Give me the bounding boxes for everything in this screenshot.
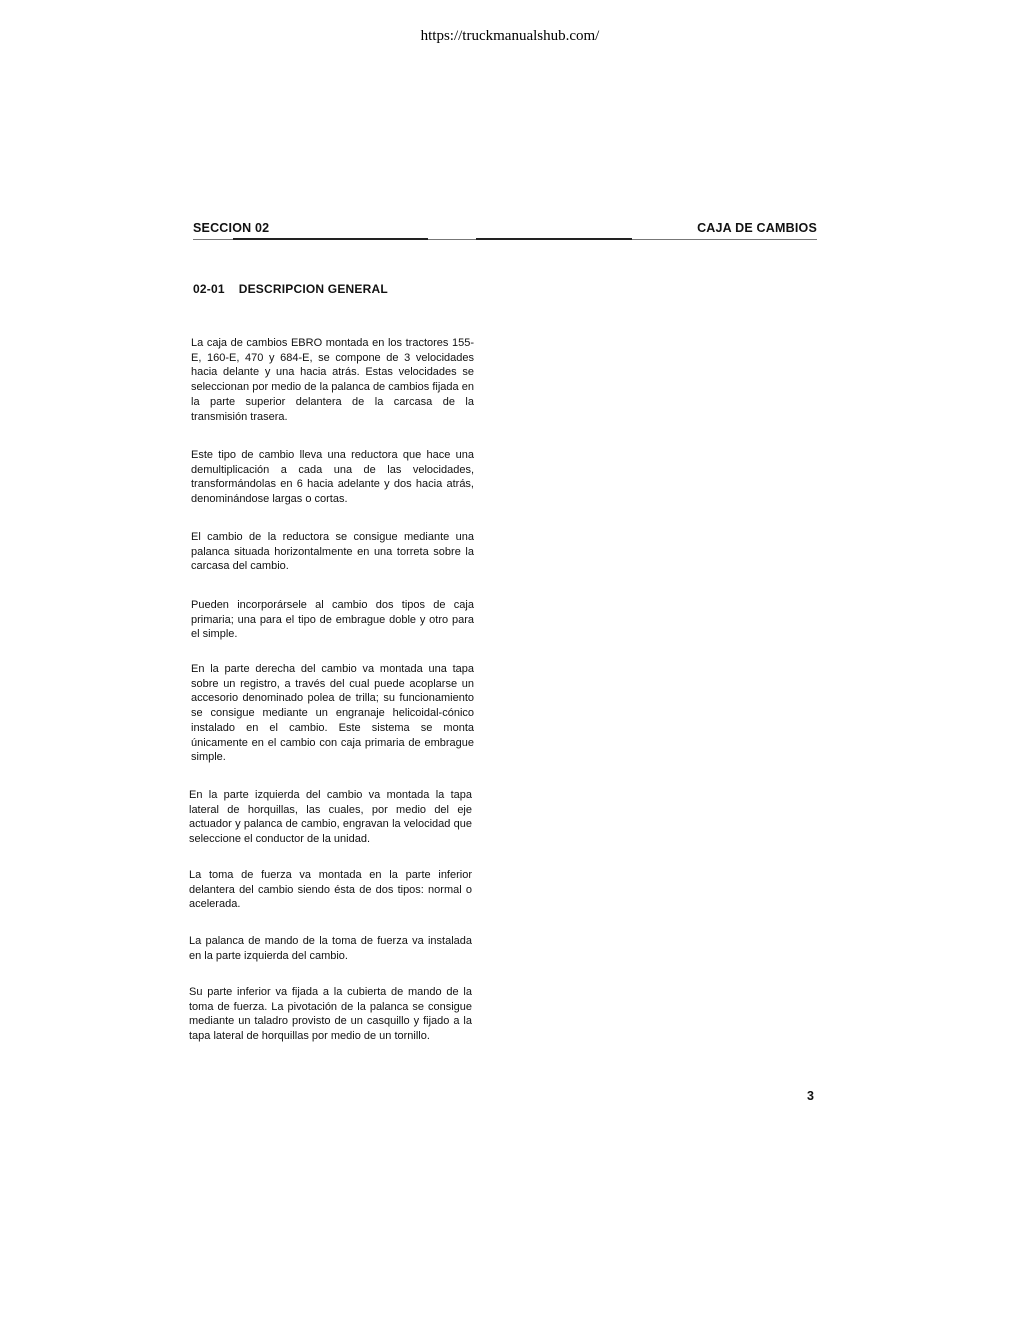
paragraph-6: En la parte izquierda del cambio va montada la tapa lateral de horquillas, las cuales, por medio del eje actuador y palanca de cambio, engravan la velocidad que seleccione el conductor de la unidad. [189, 789, 472, 846]
paragraph-8: La palanca de mando de la toma de fuerza va instalada en la parte izquierda del cambio. [189, 935, 472, 962]
page-number: 3 [807, 1089, 814, 1103]
header-rule-left-thick [233, 238, 428, 240]
paragraph-7: La toma de fuerza va montada en la parte inferior delantera del cambio siendo ésta de dos tipos: normal o acelerada. [189, 869, 472, 911]
paragraph-5: En la parte derecha del cambio va montada una tapa sobre un registro, a través del cual puede acoplarse un accesorio denominado polea de trilla; su funcionamiento se consigue mediante un engranaje helicoidal-cónico instalado en el cambio. Este sistema se monta únicamente en el cambio con caja primaria de embrague simple. [191, 663, 474, 764]
chapter-header: CAJA DE CAMBIOS [697, 221, 817, 235]
header-rule-gap [428, 239, 476, 240]
paragraph-4: Pueden incorporársele al cambio dos tipos de caja primaria; una para el tipo de embrague doble y otro para el simple. [191, 599, 474, 641]
source-url[interactable]: https://truckmanualshub.com/ [420, 28, 600, 44]
paragraph-1: La caja de cambios EBRO montada en los tractores 155-E, 160-E, 470 y 684-E, se compone de 3 velocidades hacia delante y una hacia atrás. Estas velocidades se seleccionan por medio de la palanca de cambios fijada en la parte superior delantera de la carcasa de la transmisión trasera. [191, 337, 474, 423]
paragraph-2: Este tipo de cambio lleva una reductora que hace una demultiplicación a cada una de las velocidades, transformándolas en 6 hacia adelante y dos hacia atrás, denominándose largas o cortas. [191, 449, 474, 506]
header-rule-left-thin [193, 239, 233, 240]
paragraph-3: El cambio de la reductora se consigue mediante una palanca situada horizontalmente en una torreta sobre la carcasa del cambio. [191, 531, 474, 573]
header-rule-right-thin [632, 239, 817, 240]
section-header: SECCION 02 [193, 221, 270, 235]
section-title-text: DESCRIPCION GENERAL [238, 282, 388, 296]
section-title [193, 282, 388, 296]
paragraph-9: Su parte inferior va fijada a la cubierta de mando de la toma de fuerza. La pivotación de la palanca se consigue mediante un taladro provisto de un casquillo y fijado a la tapa lateral de horquillas por medio de un tornillo. [189, 986, 472, 1043]
header-rule-middle-thick [476, 238, 632, 240]
section-number: 02-01 [193, 282, 225, 296]
